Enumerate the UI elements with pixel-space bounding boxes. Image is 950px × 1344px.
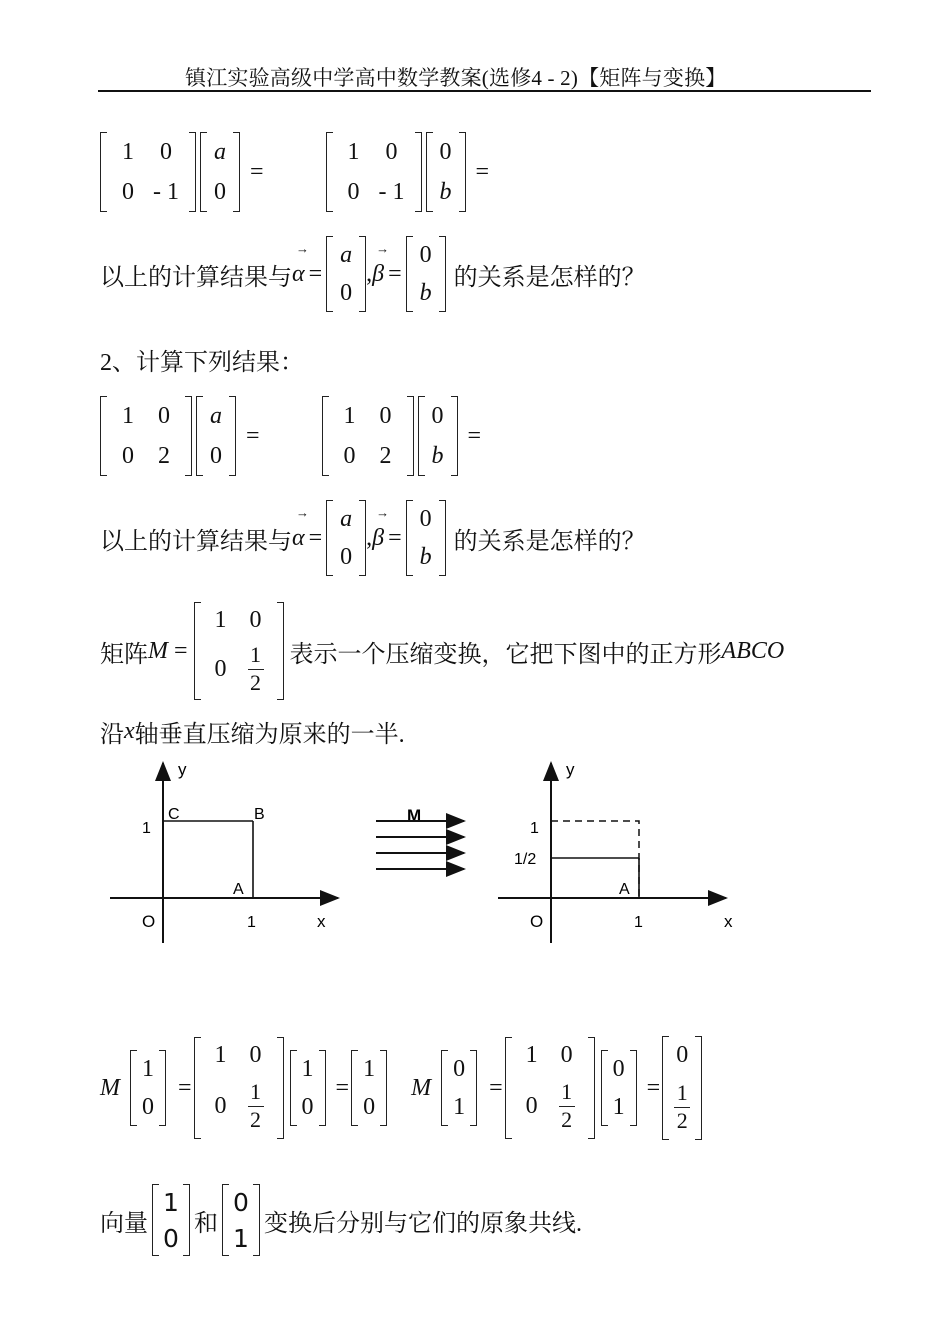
- vector-alpha: [326, 236, 366, 312]
- matrix-symbol-M: M: [148, 637, 168, 664]
- matrix-entry: 0: [525, 1092, 538, 1119]
- matrix-symbol-M: M: [411, 1074, 432, 1101]
- question-text: 的关系是怎样的？: [453, 264, 646, 291]
- compression-statement: [100, 602, 784, 700]
- vector-e1: [130, 1050, 166, 1126]
- vector-entry: 1: [612, 1093, 625, 1120]
- origin-label: O: [142, 912, 156, 931]
- x-tick-1: 1: [634, 914, 643, 931]
- conclusion-text: 向量: [100, 1210, 148, 1237]
- equation-row-1: [100, 132, 499, 212]
- y-tick-1: 1: [530, 820, 539, 837]
- beta-vector-symbol: → β: [372, 240, 390, 287]
- conclusion-text: 和: [194, 1210, 218, 1237]
- vector-e2: [222, 1184, 260, 1256]
- vector-entry: 1: [142, 1055, 154, 1082]
- vector-entry: a: [340, 505, 353, 532]
- matrix-entry: 1: [122, 138, 134, 165]
- transform-arrows: [376, 806, 464, 869]
- axis-symbol: x: [124, 718, 135, 744]
- matrix-entry: 2: [379, 442, 392, 469]
- matrix-reflect: [326, 132, 422, 212]
- equals-sign: =: [174, 637, 188, 664]
- equals-sign: =: [246, 422, 260, 449]
- compression-figure: [100, 755, 750, 955]
- matrix-compress: [505, 1037, 595, 1139]
- comma: ,: [366, 524, 373, 551]
- origin-label: O: [530, 912, 544, 931]
- vector-entry: 0: [612, 1055, 625, 1082]
- vector-beta: [406, 500, 446, 576]
- vector-entry: a: [214, 138, 226, 165]
- matrix-stretch: [100, 396, 192, 476]
- vector-entry: b: [419, 279, 432, 306]
- statement-text: 表示一个压缩变换，它把下图中的正方形: [289, 641, 722, 668]
- vector-entry: 0: [301, 1093, 314, 1120]
- equation-row-2: [100, 396, 491, 476]
- matrix-entry: 0: [158, 402, 170, 429]
- question-text: 以上的计算结果与: [100, 528, 292, 555]
- point-B-label: B: [254, 806, 265, 823]
- x-axis-label: x: [317, 912, 326, 931]
- vector-entry: a: [210, 402, 222, 429]
- question-text: 以上的计算结果与: [100, 264, 292, 291]
- alpha-vector-symbol: → α: [292, 240, 309, 287]
- point-C-label: C: [168, 806, 180, 823]
- vector-e2: [441, 1050, 477, 1126]
- vector-entry: 1: [301, 1055, 314, 1082]
- matrix-reflect: [100, 132, 196, 212]
- vector-entry: a: [340, 241, 353, 268]
- y-axis-label: y: [566, 760, 575, 779]
- statement-text: 沿: [100, 722, 124, 748]
- vector-beta: [406, 236, 446, 312]
- y-tick-1: 1: [142, 820, 151, 837]
- vector-alpha: [326, 500, 366, 576]
- vector-entry: 0: [431, 402, 444, 429]
- equals-sign: =: [475, 158, 490, 185]
- vector-e1: [152, 1184, 190, 1256]
- comma: ,: [366, 260, 373, 287]
- shape-label: ABCO: [721, 637, 785, 664]
- beta-vector-symbol: → β: [372, 504, 390, 551]
- matrix-entry: - 1: [153, 178, 179, 205]
- header-rule: [98, 90, 871, 92]
- vector-entry: 0: [453, 1055, 466, 1082]
- compression-statement-2: [100, 714, 405, 749]
- question-2: 以上的计算结果与 → α = a 0 , → β = 0 b 的关系是怎样的？: [100, 500, 646, 576]
- conclusion: [100, 1184, 582, 1256]
- y-tick-half: 1/2: [514, 851, 537, 868]
- matrix-entry: - 1: [378, 178, 405, 205]
- vector-entry: 0: [163, 1223, 179, 1253]
- original-square-diagram: [110, 760, 338, 943]
- vector-entry: 0: [340, 543, 353, 570]
- alpha-vector-symbol: → α: [292, 504, 309, 551]
- matrix-entry: 0: [122, 178, 134, 205]
- matrix-compress: [194, 1037, 284, 1139]
- vector-entry: 0: [419, 505, 432, 532]
- vector-entry: 0: [439, 138, 452, 165]
- vector-entry: 0: [676, 1041, 689, 1068]
- fraction-half: $\frac{1}{2}$: [559, 1080, 575, 1131]
- matrix-entry: 0: [249, 606, 262, 633]
- matrix-symbol-M: M: [100, 1074, 120, 1101]
- matrix-entry: 0: [343, 442, 356, 469]
- point-A-label: A: [619, 881, 630, 898]
- equation-row-3: M 1 0 = 1 0 0 $\frac{1}{2}$ 1 0 = 1 0 M 0 1 = 1 0 0 $\frac{1}{2}$ 0 1 = 0 $\frac{1}{2}$: [100, 1036, 702, 1140]
- matrix-entry: 0: [249, 1041, 262, 1068]
- vector-a0: [196, 396, 236, 476]
- statement-text: 矩阵: [100, 641, 148, 668]
- matrix-compress: [194, 602, 284, 700]
- fraction-half: $\frac{1}{2}$: [248, 1080, 264, 1131]
- fraction-half: $\frac{1}{2}$: [674, 1081, 690, 1132]
- vector-entry: b: [419, 543, 432, 570]
- vector-0b: [426, 132, 466, 212]
- y-axis-label: y: [178, 760, 187, 779]
- matrix-entry: 0: [122, 442, 134, 469]
- matrix-entry: 0: [347, 178, 360, 205]
- question-text: 的关系是怎样的？: [453, 528, 646, 555]
- equals-sign: =: [250, 158, 264, 185]
- header-title: 镇江实验高级中学高中数学教案(选修4 - 2)【矩阵与变换】: [185, 66, 727, 90]
- matrix-entry: 1: [122, 402, 134, 429]
- matrix-entry: 0: [560, 1041, 573, 1068]
- vector-entry: 0: [340, 279, 353, 306]
- matrix-entry: 1: [214, 1041, 227, 1068]
- vector-result-2: [662, 1036, 702, 1140]
- vector-entry: 1: [233, 1223, 249, 1253]
- matrix-entry: 0: [160, 138, 172, 165]
- matrix-entry: 0: [379, 402, 392, 429]
- vector-entry: 0: [419, 241, 432, 268]
- vector-entry: 0: [233, 1187, 249, 1217]
- arrow-label-M: M: [407, 806, 422, 825]
- matrix-entry: 0: [385, 138, 398, 165]
- x-axis-label: x: [724, 912, 733, 931]
- vector-entry: 1: [453, 1093, 466, 1120]
- conclusion-text: 变换后分别与它们的原象共线.: [264, 1210, 582, 1237]
- vector-entry: 0: [214, 178, 226, 205]
- section-2-title: 2、计算下列结果：: [100, 350, 304, 376]
- vector-e1: [290, 1050, 326, 1126]
- compressed-rect-diagram: [498, 760, 733, 943]
- matrix-entry: 1: [525, 1041, 538, 1068]
- statement-text: 轴垂直压缩为原来的一半.: [134, 722, 405, 748]
- equals-sign: =: [467, 422, 482, 449]
- matrix-entry: 0: [214, 655, 227, 682]
- question-1: 以上的计算结果与 → α = a 0 , → β = 0 b 的关系是怎样的？: [100, 236, 646, 312]
- vector-entry: 1: [363, 1055, 376, 1082]
- matrix-entry: 1: [347, 138, 360, 165]
- vector-entry: 0: [210, 442, 222, 469]
- matrix-entry: 0: [214, 1092, 227, 1119]
- vector-entry: 0: [363, 1093, 376, 1120]
- point-A-label: A: [233, 881, 244, 898]
- vector-a0: [200, 132, 240, 212]
- vector-e2: [601, 1050, 637, 1126]
- matrix-entry: 2: [158, 442, 170, 469]
- matrix-entry: 1: [343, 402, 356, 429]
- vector-entry: b: [439, 178, 452, 205]
- vector-result-1: [351, 1050, 387, 1126]
- x-tick-1: 1: [247, 914, 256, 931]
- vector-entry: b: [431, 442, 444, 469]
- vector-0b: [418, 396, 458, 476]
- matrix-stretch: [322, 396, 414, 476]
- matrix-entry: 1: [214, 606, 227, 633]
- fraction-half: $\frac{1}{2}$: [248, 643, 264, 694]
- vector-entry: 0: [142, 1093, 154, 1120]
- vector-entry: 1: [163, 1187, 179, 1217]
